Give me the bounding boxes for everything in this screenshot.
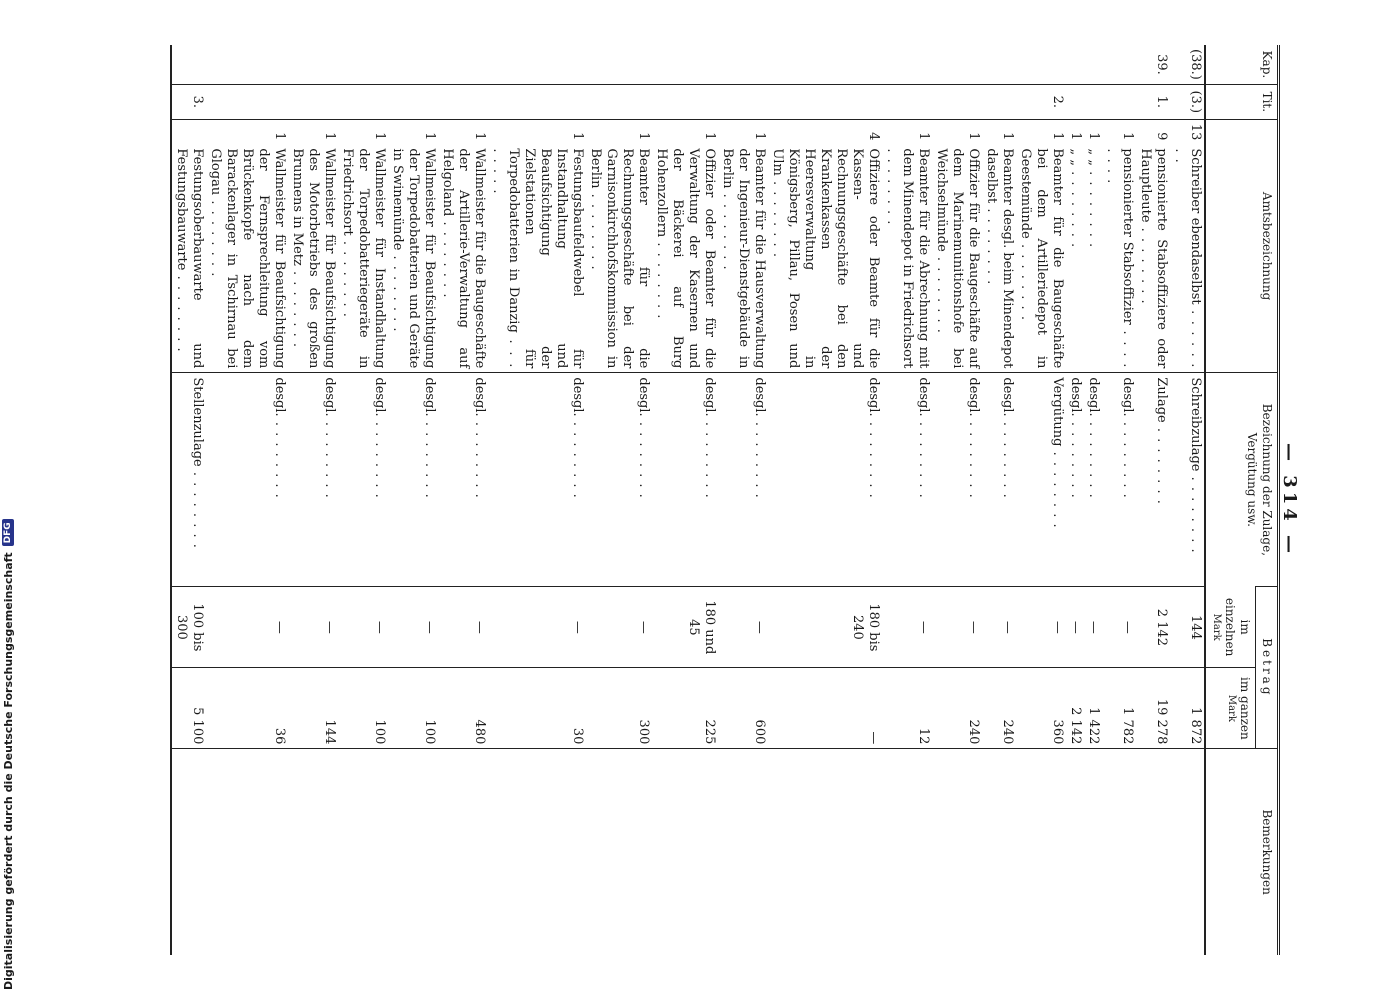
row-bezeichnung: desgl. . . .: [1103, 373, 1137, 587]
row-betrag-einzelnen: 2 142: [1137, 587, 1171, 668]
row-betrag-ganzen: 1 782: [1103, 668, 1137, 749]
row-amtsbezeichnung: pensionierte Stabsoffiziere oder Hauptleute . . .: [1137, 144, 1171, 373]
table-row: [983, 45, 1017, 955]
row-bezeichnung: desgl. . . .: [653, 373, 719, 587]
header-ganzen-unit: Mark: [1226, 694, 1237, 722]
row-count: 1: [653, 119, 719, 144]
row-betrag-ganzen: 144: [289, 668, 339, 749]
row-amtsbezeichnung: Offiziere oder Beamte für die Kassen- und Rechnungsgeschäfte bei den Krankenkassen der Heeresverwaltung in Königsberg, Pillau, Posen und Ulm . . .: [769, 144, 883, 373]
table-row: [289, 45, 339, 955]
row-betrag-einzelnen: —: [289, 587, 339, 668]
row-kap: [339, 45, 389, 84]
row-betrag-ganzen: 100: [339, 668, 389, 749]
row-count: 1: [983, 119, 1017, 144]
row-bemerkungen: [439, 749, 489, 955]
table-row: [587, 45, 653, 955]
row-tit: 2.: [1017, 84, 1067, 119]
row-tit: [933, 84, 983, 119]
row-bemerkungen: [172, 749, 207, 955]
row-kap: [933, 45, 983, 84]
row-bemerkungen: [339, 749, 389, 955]
row-betrag-ganzen: 240: [933, 668, 983, 749]
row-amtsbezeichnung: Wallmeister für die Baugeschäfte der Artillerie-Verwaltung auf Helgoland . . .: [439, 144, 489, 373]
digitization-credit: [0, 0, 16, 1000]
row-bemerkungen: [769, 749, 883, 955]
row-count: 1: [587, 119, 653, 144]
row-count: 1: [339, 119, 389, 144]
row-kap: [439, 45, 489, 84]
row-betrag-ganzen: 1 872: [1171, 668, 1206, 749]
row-kap: [719, 45, 769, 84]
row-bemerkungen: [653, 749, 719, 955]
page-number: — 314 —: [1279, 442, 1300, 558]
row-tit: [289, 84, 339, 119]
table-row: [489, 45, 587, 955]
row-betrag-einzelnen: —: [587, 587, 653, 668]
row-bezeichnung: desgl. . . .: [769, 373, 883, 587]
row-betrag-ganzen: 1 422: [1085, 668, 1103, 749]
row-count: 1: [389, 119, 439, 144]
row-tit: [339, 84, 389, 119]
row-amtsbezeichnung: Schreiber ebendaselbst . . .: [1171, 144, 1206, 373]
row-kap: [769, 45, 883, 84]
row-bemerkungen: [207, 749, 289, 955]
row-betrag-ganzen: 300: [587, 668, 653, 749]
row-tit: [1067, 84, 1085, 119]
table-body: [172, 45, 1206, 955]
row-betrag-einzelnen: —: [883, 587, 933, 668]
row-amtsbezeichnung: Festungsoberbauwarte und Festungsbauwarte . . .: [172, 144, 207, 373]
table-row: [207, 45, 289, 955]
row-count: 1: [489, 119, 587, 144]
header-ganzen-label: im ganzen: [1238, 677, 1252, 740]
row-tit: [1085, 84, 1103, 119]
row-bezeichnung: desgl. . . .: [207, 373, 289, 587]
row-bemerkungen: [1171, 749, 1206, 955]
table-row: [1017, 45, 1067, 955]
row-bezeichnung: Stellenzulage . . .: [172, 373, 207, 587]
table-row: [339, 45, 389, 955]
row-bemerkungen: [389, 749, 439, 955]
row-bemerkungen: [1103, 749, 1137, 955]
table-row: [389, 45, 439, 955]
row-betrag-einzelnen: —: [933, 587, 983, 668]
row-kap: [587, 45, 653, 84]
row-bezeichnung: desgl. . . .: [1085, 373, 1103, 587]
row-kap: 39.: [1154, 54, 1170, 75]
row-bemerkungen: [289, 749, 339, 955]
row-kap: [1103, 45, 1137, 84]
row-betrag-einzelnen: 144: [1171, 587, 1206, 668]
row-count: 1: [719, 119, 769, 144]
table-row: [1067, 45, 1085, 955]
row-count: 9: [1137, 119, 1171, 144]
row-tit: [653, 84, 719, 119]
row-betrag-ganzen: 36: [207, 668, 289, 749]
row-betrag-ganzen: 360: [1017, 668, 1067, 749]
row-bemerkungen: [933, 749, 983, 955]
header-amtsbezeichnung: Amtsbezeichnung: [1206, 119, 1279, 373]
row-count: [172, 119, 207, 144]
table-row: [439, 45, 489, 955]
header-einzelnen-unit: Mark: [1211, 613, 1222, 641]
row-betrag-ganzen: 240: [983, 668, 1017, 749]
row-betrag-einzelnen: —: [389, 587, 439, 668]
table-row: [1171, 45, 1206, 955]
row-amtsbezeichnung: Beamter für die Rechnungsgeschäfte bei der Garnisonkirchhofskommission in Berlin . . .: [587, 144, 653, 373]
row-count: 1: [1017, 119, 1067, 144]
row-bezeichnung: Zulage . . .: [1137, 373, 1171, 587]
row-bezeichnung: desgl. . . .: [719, 373, 769, 587]
row-bemerkungen: [1085, 749, 1103, 955]
table-row: [1085, 45, 1103, 955]
row-amtsbezeichnung: Wallmeister für Beaufsichtigung der Torpedobatterien und Geräte in Swinemünde . . .: [389, 144, 439, 373]
table-row: [172, 45, 207, 955]
header-einzelnen: [1206, 587, 1256, 668]
header-einzelnen-label: im einzelnen: [1223, 597, 1252, 657]
row-amtsbezeichnung: „ „ . . .: [1085, 144, 1103, 373]
header-tit: Tit.: [1206, 84, 1279, 119]
row-bezeichnung: desgl. . . .: [389, 373, 439, 587]
row-betrag-einzelnen: —: [1085, 587, 1103, 668]
row-betrag-einzelnen: —: [1067, 587, 1085, 668]
row-betrag-ganzen: 225: [653, 668, 719, 749]
row-amtsbezeichnung: Beamter für die Hausverwaltung der Ingenieur-Dienstgebäude in Berlin . . .: [719, 144, 769, 373]
row-bezeichnung: Vergütung . . .: [1017, 373, 1067, 587]
row-bezeichnung: desgl. . . .: [439, 373, 489, 587]
row-betrag-ganzen: —: [769, 668, 883, 749]
row-betrag-ganzen: 30: [489, 668, 587, 749]
row-tit: [769, 84, 883, 119]
row-bemerkungen: [883, 749, 933, 955]
row-tit: (3.): [1171, 84, 1206, 119]
header-bezeichnung: Bezeichnung der Zulage, Vergütung usw.: [1206, 373, 1279, 587]
row-betrag-einzelnen: —: [207, 587, 289, 668]
row-amtsbezeichnung: Beamter desgl. beim Minendepot daselbst . . .: [983, 144, 1017, 373]
header-kap: Kap.: [1206, 45, 1279, 84]
row-bezeichnung: desgl. . . .: [339, 373, 389, 587]
row-betrag-ganzen: 100: [389, 668, 439, 749]
budget-table: [171, 45, 1281, 955]
row-amtsbezeichnung: Beamter für die Baugeschäfte bei dem Artilleriedepot in Geestemünde . . .: [1017, 144, 1067, 373]
row-betrag-einzelnen: —: [439, 587, 489, 668]
row-betrag-ganzen: 480: [439, 668, 489, 749]
row-tit: 1.: [1137, 84, 1171, 119]
row-betrag-einzelnen: 180 bis 240: [769, 587, 883, 668]
table-row: [883, 45, 933, 955]
row-bemerkungen: [719, 749, 769, 955]
row-kap: [883, 45, 933, 84]
row-betrag-einzelnen: —: [719, 587, 769, 668]
row-count: 1: [439, 119, 489, 144]
row-amtsbezeichnung: Wallmeister für Beaufsichtigung des Motorbetriebs des großen Brunnens in Metz . . .: [289, 144, 339, 373]
row-count: 4: [769, 119, 883, 144]
row-bemerkungen: [1017, 749, 1067, 955]
row-betrag-einzelnen: 180 und 45: [653, 587, 719, 668]
row-betrag-ganzen: 12: [883, 668, 933, 749]
row-bemerkungen: [1067, 749, 1085, 955]
row-amtsbezeichnung: pensionierter Stabsoffizier . . .: [1103, 144, 1137, 373]
row-betrag-einzelnen: 100 bis 300: [172, 587, 207, 668]
table-row: [1103, 45, 1137, 955]
header-betrag: Betrag: [1256, 587, 1279, 749]
row-betrag-einzelnen: —: [339, 587, 389, 668]
row-betrag-ganzen: 600: [719, 668, 769, 749]
row-tit: [439, 84, 489, 119]
row-bezeichnung: Schreibzulage . . .: [1171, 373, 1206, 587]
row-kap: (38.): [1188, 49, 1204, 80]
dfg-logo: DFG: [2, 519, 14, 546]
row-kap: [1017, 45, 1067, 84]
row-count: 1: [1103, 119, 1137, 144]
row-kap: [172, 45, 207, 84]
row-count: 13: [1171, 119, 1206, 144]
row-kap: [1067, 45, 1085, 84]
row-tit: [883, 84, 933, 119]
table-row: [1137, 45, 1171, 955]
row-betrag-einzelnen: —: [489, 587, 587, 668]
row-bezeichnung: desgl. . . .: [587, 373, 653, 587]
row-kap: [1085, 45, 1103, 84]
row-betrag-einzelnen: —: [1017, 587, 1067, 668]
row-tit: [719, 84, 769, 119]
table-row: [769, 45, 883, 955]
row-count: 1: [207, 119, 289, 144]
row-betrag-ganzen: 19 278: [1137, 668, 1171, 749]
row-tit: [587, 84, 653, 119]
row-tit: [489, 84, 587, 119]
credit-text: Digitalisierung gefördert durch die Deutsche Forschungsgemeinschaft: [1, 552, 15, 990]
row-betrag-ganzen: 5 100: [172, 668, 207, 749]
row-tit: [983, 84, 1017, 119]
row-bemerkungen: [1137, 749, 1171, 955]
row-kap: [289, 45, 339, 84]
row-kap: [653, 45, 719, 84]
row-count: 1: [933, 119, 983, 144]
row-bezeichnung: desgl. . . .: [489, 373, 587, 587]
row-bemerkungen: [587, 749, 653, 955]
row-bezeichnung: desgl. . . .: [883, 373, 933, 587]
table-row: [719, 45, 769, 955]
header-bemerkungen: Bemerkungen: [1206, 749, 1279, 955]
row-bezeichnung: desgl. . . .: [1067, 373, 1085, 587]
row-amtsbezeichnung: Offizier oder Beamter für die Verwaltung der Kasernen und der Bäckerei auf Burg Hohenzollern . . .: [653, 144, 719, 373]
row-count: 1: [1085, 119, 1103, 144]
document-page: [95, 45, 1300, 955]
row-bezeichnung: desgl. . . .: [983, 373, 1017, 587]
row-amtsbezeichnung: Offizier für die Baugeschäfte auf dem Marinemunitionshofe bei Weichselmünde . . .: [933, 144, 983, 373]
row-betrag-ganzen: 2 142: [1067, 668, 1085, 749]
row-kap: [389, 45, 439, 84]
row-bemerkungen: [489, 749, 587, 955]
row-kap: [489, 45, 587, 84]
row-amtsbezeichnung: Wallmeister für Instandhaltung der Torpedobatteriegeräte in Friedrichsort . . .: [339, 144, 389, 373]
table-row: [653, 45, 719, 955]
row-amtsbezeichnung: Wallmeister für Beaufsichtigung der Fernsprechleitung vom Brückenkopfe nach dem Barackenlager in Tschirnau bei Glogau . . .: [207, 144, 289, 373]
row-bezeichnung: desgl. . . .: [933, 373, 983, 587]
row-tit: 3.: [172, 84, 207, 119]
row-amtsbezeichnung: „ „ . . .: [1067, 144, 1085, 373]
row-amtsbezeichnung: Festungsbaufeldwebel für Instandhaltung und Beaufsichtigung der Zielstationen für Torpedobatterien in Danzig . . .: [489, 144, 587, 373]
row-kap: [207, 45, 289, 84]
table-row: [933, 45, 983, 955]
row-kap: [983, 45, 1017, 84]
row-count: 1: [289, 119, 339, 144]
row-amtsbezeichnung: Beamter für die Abrechnung mit dem Minendepot in Friedrichsort . . .: [883, 144, 933, 373]
row-count: 1: [883, 119, 933, 144]
row-tit: [389, 84, 439, 119]
row-bezeichnung: desgl. . . .: [289, 373, 339, 587]
row-betrag-einzelnen: —: [983, 587, 1017, 668]
row-count: 1: [1067, 119, 1085, 144]
row-betrag-einzelnen: —: [1103, 587, 1137, 668]
row-bemerkungen: [983, 749, 1017, 955]
row-tit: [1103, 84, 1137, 119]
row-tit: [207, 84, 289, 119]
header-ganzen: [1206, 668, 1256, 749]
